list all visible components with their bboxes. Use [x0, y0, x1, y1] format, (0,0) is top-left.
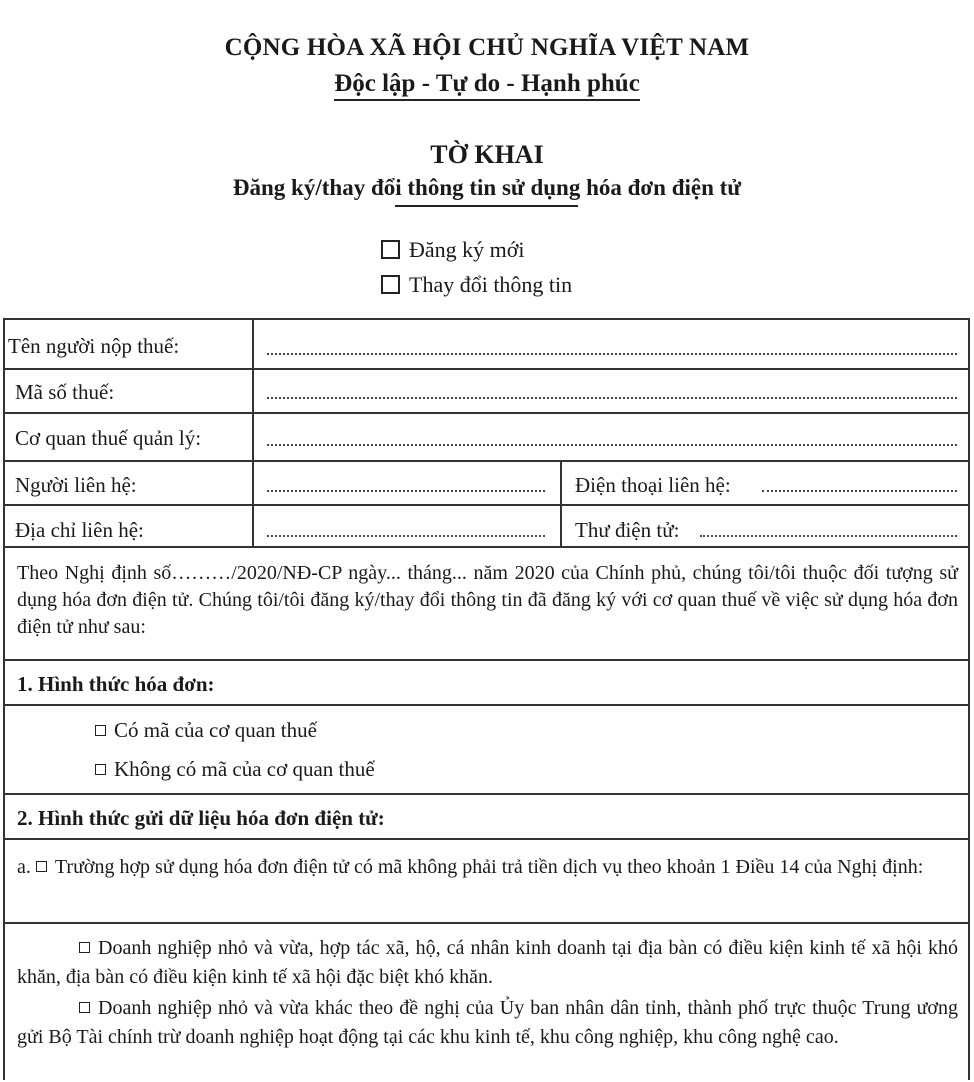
contact-address-label: Địa chỉ liên hệ: [15, 518, 144, 542]
section2-title: 2. Hình thức gửi dữ liệu hóa đơn điện tử: [17, 806, 385, 830]
option-new-registration[interactable] [381, 232, 572, 267]
row-section1-options [5, 706, 968, 795]
contact-person-field[interactable] [267, 490, 545, 492]
row-contact-address [5, 506, 968, 548]
tax-code-field[interactable] [267, 397, 957, 399]
email-field[interactable] [700, 535, 957, 537]
checkbox-with-code[interactable] [95, 725, 106, 736]
registration-type-options [381, 232, 572, 302]
row-section2a-suboptions [5, 924, 968, 1082]
intro-paragraph: Theo Nghị định số………/2020/NĐ-CP ngày... tháng... năm 2020 của Chính phủ, chúng tôi/tôi thuộc đối tượng sử dụng hóa đơn điện tử. Chúng tôi/tôi đăng ký/thay đổi thông tin đã đăng ký với cơ quan thuế về việc sử dụng hóa đơn điện tử như sau: [17, 562, 958, 638]
tax-authority-field[interactable] [267, 444, 957, 446]
checkbox-change-info[interactable] [381, 275, 400, 294]
checkbox-new-registration[interactable] [381, 240, 400, 259]
row-section2a [5, 840, 968, 924]
option-new-registration-label: Đăng ký mới [409, 237, 525, 262]
contact-phone-field[interactable] [762, 490, 957, 492]
suboption-difficult-area-text: Doanh nghiệp nhỏ và vừa, hợp tác xã, hộ, cá nhân kinh doanh tại địa bàn có điều kiện kinh tế xã hội khó khăn, địa bàn có điều kiện kinh tế xã hội đặc biệt khó khăn. [17, 937, 958, 988]
motto [0, 70, 974, 98]
taxpayer-name-field[interactable] [267, 353, 957, 355]
contact-person-label: Người liên hệ: [15, 473, 137, 497]
row-contact-person [5, 462, 968, 506]
suboption-provincial-proposal-text: Doanh nghiệp nhỏ và vừa khác theo đề nghị của Ủy ban nhân dân tỉnh, thành phố trực thuộc Trung ương gửi Bộ Tài chính trừ doanh nghiệp hoạt động tại các khu kinh tế, khu công nghiệp, khu công nghệ cao. [17, 997, 958, 1048]
form-subtitle: Đăng ký/thay đổi thông tin sử dụng hóa đơn điện tử [232, 175, 742, 200]
option-without-code-label: Không có mã của cơ quan thuế [114, 757, 375, 781]
email-label: Thư điện tử: [575, 518, 680, 542]
tax-code-label: Mã số thuế: [15, 380, 115, 404]
section2a-text [17, 852, 958, 883]
checkbox-difficult-area[interactable] [79, 942, 90, 953]
suboption-provincial-proposal [17, 994, 958, 1052]
tax-authority-label: Cơ quan thuế quản lý: [15, 426, 202, 450]
subtitle-underline [395, 205, 578, 207]
taxpayer-name-label: Tên người nộp thuế: [8, 334, 180, 358]
row-tax-authority [5, 414, 968, 462]
contact-address-field[interactable] [267, 535, 545, 537]
checkbox-section2a[interactable] [36, 861, 47, 872]
checkbox-without-code[interactable] [95, 764, 106, 775]
form-table [3, 318, 970, 1080]
suboption-difficult-area [17, 934, 958, 992]
row-section1-title [5, 661, 968, 706]
contact-phone-label: Điện thoại liên hệ: [575, 473, 731, 497]
row-intro [5, 548, 968, 661]
section2a-prefix: a. [17, 856, 31, 878]
row-tax-code [5, 370, 968, 414]
section2a-body: Trường hợp sử dụng hóa đơn điện tử có mã không phải trả tiền dịch vụ theo khoản 1 Điều 14 của Nghị định: [54, 856, 924, 878]
checkbox-provincial-proposal[interactable] [79, 1002, 90, 1013]
section1-title: 1. Hình thức hóa đơn: [17, 672, 215, 696]
option-without-code[interactable] [95, 757, 375, 782]
option-change-info[interactable] [381, 267, 572, 302]
row-section2-title [5, 795, 968, 840]
motto-text: Độc lập - Tự do - Hạnh phúc [334, 70, 640, 101]
option-with-code-label: Có mã của cơ quan thuế [114, 718, 317, 742]
option-with-code[interactable] [95, 718, 317, 743]
national-title: CỘNG HÒA XÃ HỘI CHỦ NGHĨA VIỆT NAM [224, 34, 750, 61]
option-change-info-label: Thay đổi thông tin [409, 272, 573, 297]
row-taxpayer-name [5, 320, 968, 370]
form-title: TỜ KHAI [430, 140, 544, 169]
